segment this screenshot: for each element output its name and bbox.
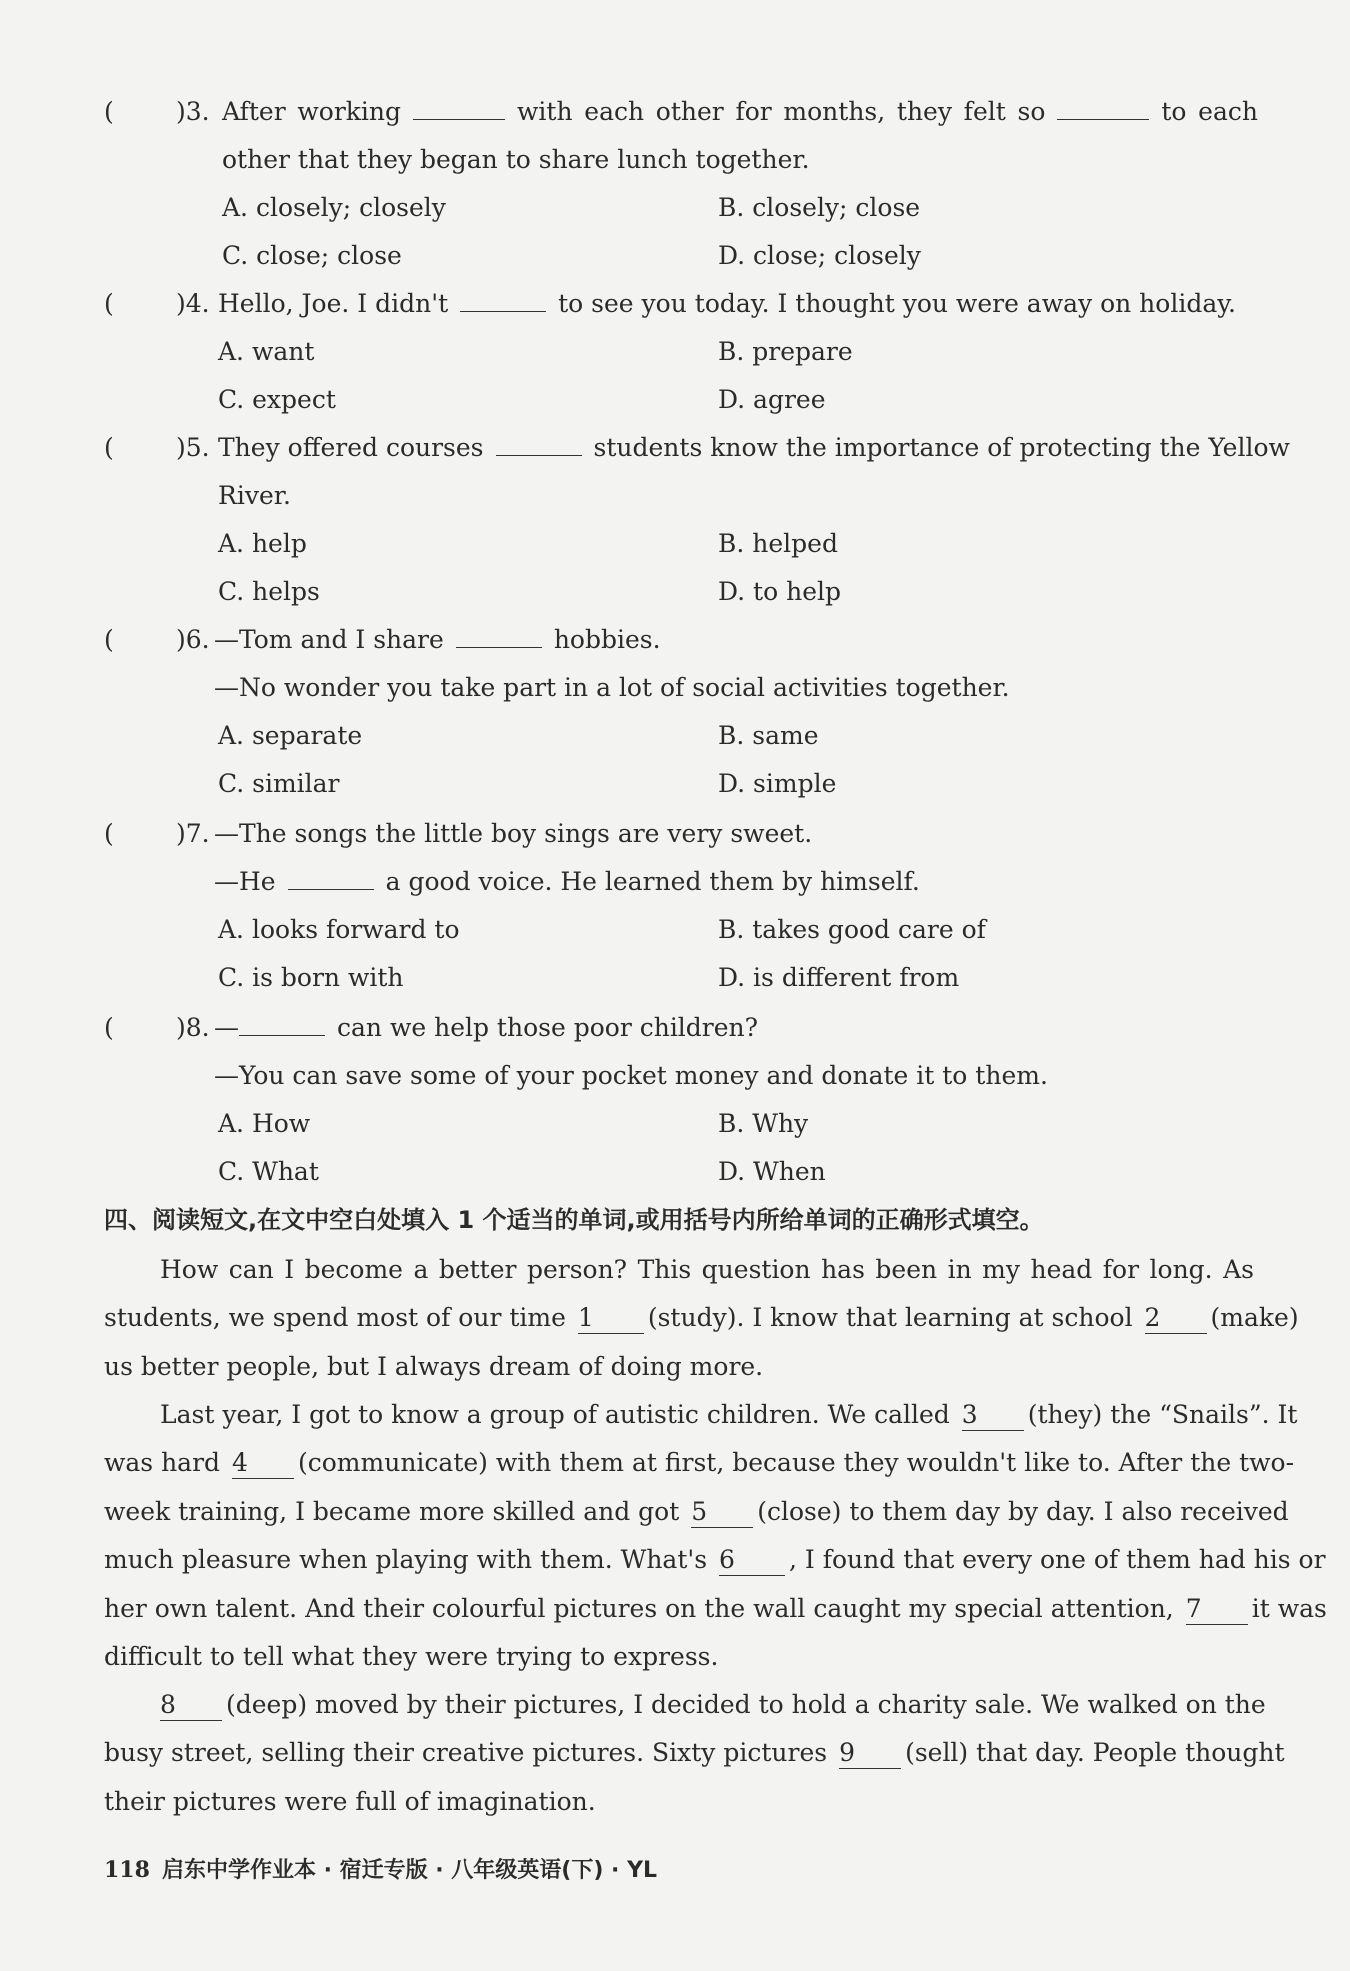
numbered-blank: 9 [839,1738,901,1769]
option-b: B. takes good care of [718,915,986,944]
question-number: )4. [176,289,210,318]
question-text-line: — can we help those poor children? [214,1004,1258,1052]
passage-line: their pictures were full of imagination. [104,1786,596,1816]
answer-paren: ( [104,433,114,462]
option-c: C. expect [218,385,336,414]
option-d: D. to help [718,577,841,606]
question-text-line: —He a good voice. He learned them by himself. [214,858,1258,906]
question-number: )5. [176,433,210,462]
option-b: B. helped [718,529,838,558]
passage-line: Last year, I got to know a group of autistic children. We called 3 (they) the “Snails”. It [160,1400,1298,1429]
numbered-blank: 8 [160,1690,222,1721]
answer-paren: ( [104,1013,114,1042]
numbered-blank: 1 [578,1303,644,1334]
question-text-line: —No wonder you take part in a lot of social activities together. [214,673,1010,702]
option-c: C. is born with [218,963,404,992]
option-a: A. looks forward to [218,915,460,944]
page-number: 118 [104,1857,150,1883]
numbered-blank: 3 [962,1400,1024,1431]
question-text-line: other that they began to share lunch together. [222,145,810,174]
answer-blank [496,425,582,456]
question-number: )6. [176,625,210,654]
passage-line: students, we spend most of our time 1 (study). I know that learning at school 2 (make) [104,1303,1299,1333]
question-text-line: —The songs the little boy sings are very sweet. [214,819,813,848]
numbered-blank: 2 [1145,1303,1207,1334]
passage-paragraph-2 [104,1391,1327,1681]
answer-paren: ( [104,625,114,654]
passage-line: difficult to tell what they were trying to express. [104,1642,719,1672]
passage-paragraph-1 [104,1246,1299,1391]
option-a: A. closely; closely [222,193,446,222]
option-b: B. same [718,721,819,750]
question-number: )8. [176,1013,210,1042]
question-text-line: They offered courses students know the importance of protecting the Yellow [218,424,1258,472]
question-number: )7. [176,819,210,848]
option-a: A. How [218,1109,311,1138]
option-a: A. separate [218,721,363,750]
option-c: C. What [218,1157,319,1186]
option-b: B. prepare [718,337,853,366]
option-d: D. When [718,1157,826,1186]
option-d: D. is different from [718,963,960,992]
option-d: D. close; closely [718,241,921,270]
section-title: 四、阅读短文,在文中空白处填入 1 个适当的单词,或用括号内所给单词的正确形式填空。 [104,1206,1044,1234]
option-b: B. closely; close [718,193,921,222]
question-text-line: —You can save some of your pocket money and donate it to them. [214,1061,1048,1090]
passage-line: much pleasure when playing with them. What's 6 , I found that every one of them had his or [104,1545,1326,1575]
option-a: A. help [218,529,307,558]
answer-paren: ( [104,289,114,318]
option-c: C. similar [218,769,340,798]
question-text-line: After working with each other for months, they felt so to each [222,88,1258,136]
passage-line: week training, I became more skilled and got 5 (close) to them day by day. I also received [104,1496,1289,1526]
question-text-line: Hello, Joe. I didn't to see you today. I thought you were away on holiday. [218,280,1258,328]
answer-blank [288,859,374,890]
answer-paren: ( [104,97,114,126]
question-number: )3. [176,97,210,126]
answer-blank [239,1005,325,1036]
passage-line: her own talent. And their colourful pictures on the wall caught my special attention, 7 it was [104,1593,1327,1623]
option-c: C. close; close [222,241,402,270]
option-d: D. simple [718,769,837,798]
answer-blank [460,281,546,312]
option-b: B. Why [718,1109,809,1138]
answer-paren: ( [104,819,114,848]
book-title: 启东中学作业本 · 宿迁专版 · 八年级英语(下) · YL [161,1858,658,1883]
question-text-line: —Tom and I share hobbies. [214,616,1258,664]
option-c: C. helps [218,577,320,606]
page-footer [104,1852,657,1889]
numbered-blank: 7 [1186,1594,1248,1625]
numbered-blank: 5 [691,1497,753,1528]
passage-line: us better people, but I always dream of doing more. [104,1351,764,1381]
passage-paragraph-3 [104,1681,1285,1826]
question-text-line: River. [218,481,291,510]
passage-line: 8 (deep) moved by their pictures, I decided to hold a charity sale. We walked on the [160,1690,1266,1719]
answer-blank [456,617,542,648]
answer-blank [413,89,505,120]
passage-line: was hard 4 (communicate) with them at first, because they wouldn't like to. After the two- [104,1448,1295,1478]
passage-line: How can I become a better person? This question has been in my head for long. As [160,1255,1254,1284]
option-d: D. agree [718,385,826,414]
answer-blank [1057,89,1149,120]
passage-line: busy street, selling their creative pictures. Sixty pictures 9 (sell) that day. People thought [104,1738,1285,1768]
numbered-blank: 6 [719,1545,785,1576]
numbered-blank: 4 [232,1448,294,1479]
option-a: A. want [218,337,315,366]
